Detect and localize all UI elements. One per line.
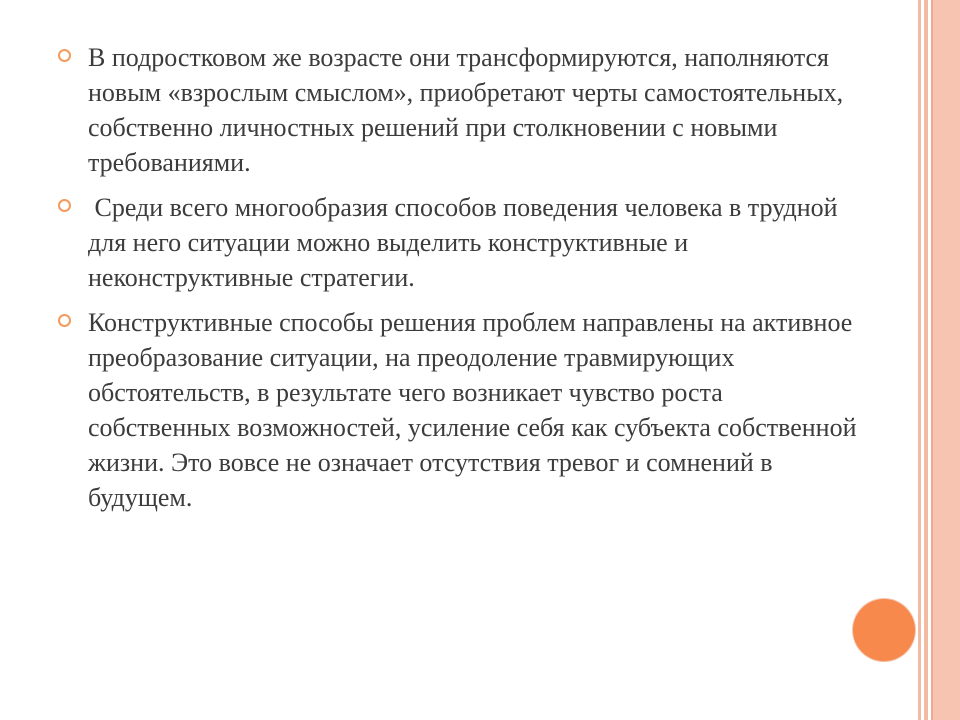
slide-body bbox=[58, 40, 858, 525]
bullet-item bbox=[58, 190, 858, 295]
bullet-circle-icon bbox=[58, 49, 71, 62]
bullet-circle-icon bbox=[58, 314, 71, 327]
bullet-text: Среди всего многообразия способов поведения человека в трудной для него ситуации можно выделить конструктивные и неконструктивные стратегии. bbox=[88, 193, 845, 292]
bullet-item bbox=[58, 40, 858, 180]
decorative-stripe bbox=[918, 0, 921, 720]
decorative-stripe-edge bbox=[931, 0, 933, 720]
decorative-stripe-wide bbox=[931, 0, 960, 720]
bullet-item bbox=[58, 305, 858, 515]
decorative-stripe bbox=[924, 0, 928, 720]
orange-circle-decoration bbox=[853, 599, 915, 661]
bullet-text: В подростковом же возрасте они трансформируются, наполняются новым «взрослым смыслом», приобретают черты самостоятельных, собственно личностных решений при столкновении с новыми требованиями. bbox=[88, 43, 844, 177]
bullet-text: Конструктивные способы решения проблем направлены на активное преобразование ситуации, на преодоление травмирующих обстоятельств, в результате чего возникает чувство роста собственных возможностей, усиление себя как субъекта собственной жизни. Это вовсе не означает отсутствия тревог и сомнений в будущем. bbox=[88, 308, 857, 512]
bullet-circle-icon bbox=[58, 199, 71, 212]
